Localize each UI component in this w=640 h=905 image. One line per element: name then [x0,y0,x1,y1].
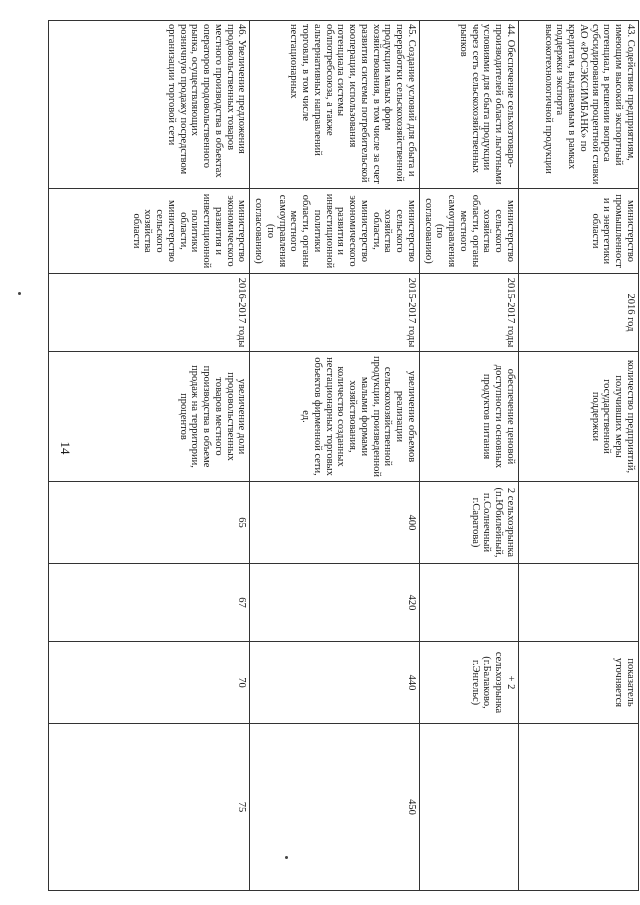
value-cell-1: 400 [250,482,420,564]
row-number: 45. [406,24,417,38]
value-cell-4: 75 [49,724,250,891]
period-cell: 2015-2017 годы [250,274,420,352]
measure-text: Увеличение предложения продовольственных товаров местного производства в объектах операторов продовольственного рынка, осуществляющих розничную продажу посредством организации торговой сети [166,24,248,178]
measure-text: Обеспечение сельхозтоваро-производителей области льготными условиями для сбыта продукции через сеть сельскохозяйственных рынков [458,24,516,185]
row-number: 44. [505,24,516,38]
measure-cell [420,21,519,189]
executor-cell: министерство сельского хозяйства области, органы местного самоуправления (по согласованию) [420,189,519,274]
measure-cell [49,21,250,189]
table-row-43 [519,21,639,891]
period-cell: 2016 год [519,274,639,352]
executor-cell: министерство промышленности и энергетики области [519,189,639,274]
indicator-cell: увеличение объемов реализации сельскохозяйственной продукции, произведенной малыми формами хозяйствования, количество созданных нестационарных торговых объектов фирменной сети, ед. [250,352,420,482]
measure-cell [519,21,639,189]
value-cell-2 [519,564,639,642]
value-cell-3: 70 [49,642,250,724]
measures-table [49,20,640,891]
rotated-table-container [84,20,639,890]
scan-speck [18,292,21,295]
value-cell-4 [519,724,639,891]
measure-cell [250,21,420,189]
page-number: 14 [58,441,73,455]
value-cell-3: 440 [250,642,420,724]
value-cell-2: 67 [49,564,250,642]
executor-cell: министерство сельского хозяйства области, министерство экономического развития и инвестиционной политики области, органы местного самоуправления (по согласованию) [250,189,420,274]
indicator-cell: количество предприятий, получивших меры государственной поддержки [519,352,639,482]
table-row-44 [420,21,519,891]
scan-speck [285,856,288,859]
value-cell-2: 420 [250,564,420,642]
executor-cell: министерство экономического развития и инвестиционной политики области, министерство сельского хозяйства области [49,189,250,274]
value-cell-4: 450 [250,724,420,891]
value-cell-1: 65 [49,482,250,564]
measure-text: Содействие предприятиям, имеющим высокий экспортный потенциал, в решении вопроса субсидирования процентной ставки АО «РОСЭКСИМБАНК» по кредитам, выдаваемым в рамках поддержки экспорта высокотехнологичной продукции [542,24,636,185]
value-cell-4 [420,724,519,891]
value-cell-1 [519,482,639,564]
value-cell-1: 2 сельхозрынка (п.Юбилейный, п.Солнечный г.Саратова) [420,482,519,564]
value-cell-3: показатель уточняется [519,642,639,724]
indicator-cell: увеличение доли продовольственных товаров местного производства в объеме продаж на территории, процентов [49,352,250,482]
period-cell: 2016-2017 годы [49,274,250,352]
measure-text: Создание условий для сбыта и переработки сельскохозяйственной продукции малых форм хозяйствования, в том числе за счет развития системы потребительской кооперации, использования потенциала системы облпотребсоюза, а также альтернативных направлений торговли, в том числе нестационарных [288,24,417,184]
indicator-cell: обеспечение ценовой доступности основных продуктов питания [420,352,519,482]
value-cell-3: + 2 сельхозрынка (г.Балаково, г.Энгельс) [420,642,519,724]
table-row-45 [250,21,420,891]
value-cell-2 [420,564,519,642]
row-number: 43. [625,24,636,38]
table-row-46 [49,21,250,891]
row-number: 46. [236,24,248,38]
period-cell: 2015-2017 годы [420,274,519,352]
